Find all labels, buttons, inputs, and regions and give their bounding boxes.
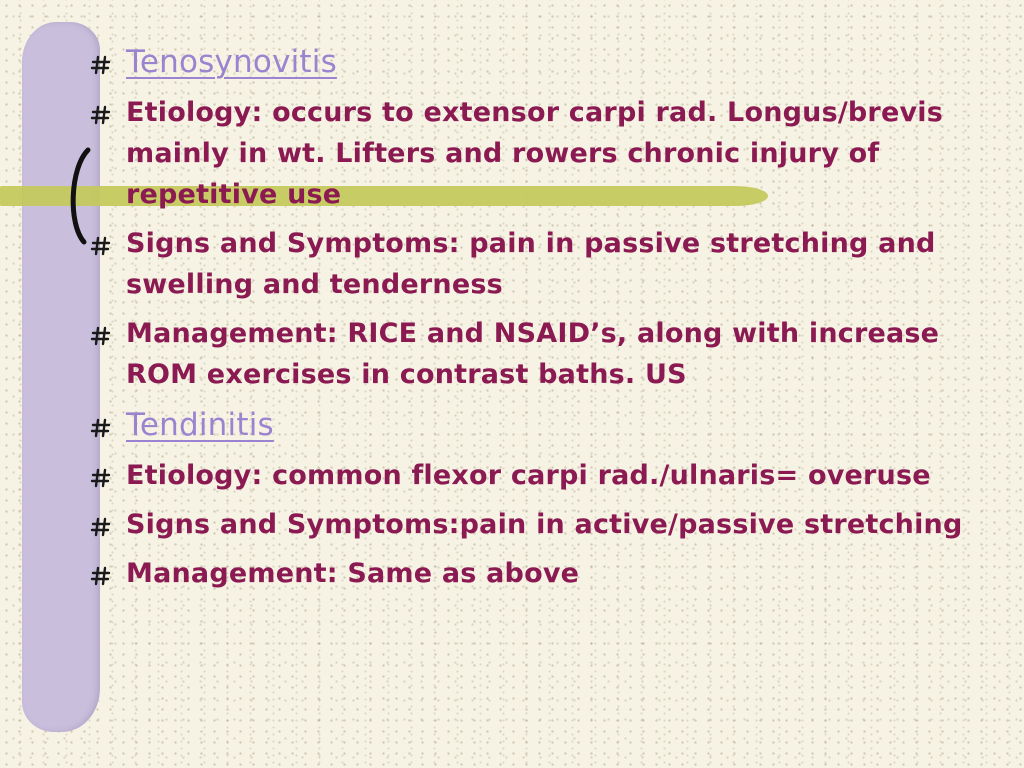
list-item [88, 92, 988, 215]
bullet-list [88, 40, 988, 602]
hash-bullet-icon [90, 104, 112, 126]
hash-bullet-icon [90, 516, 112, 538]
hash-bullet-icon [90, 467, 112, 489]
list-item [88, 313, 988, 395]
hash-bullet-icon [90, 417, 112, 439]
hash-bullet-icon [90, 54, 112, 76]
list-item-text: Management: Same as above [126, 558, 580, 589]
section-heading: Tendinitis [126, 407, 274, 443]
list-item-text: Management: RICE and NSAID’s, along with increase ROM exercises in contrast baths. US [126, 318, 940, 390]
list-item-text: Etiology: common flexor carpi rad./ulnaris= overuse [126, 460, 931, 491]
list-item-text: Etiology: occurs to extensor carpi rad. Longus/brevis mainly in wt. Lifters and rowers chronic injury of repetitive use [126, 97, 943, 210]
list-item-heading [88, 40, 988, 84]
list-item [88, 223, 988, 305]
hash-bullet-icon [90, 565, 112, 587]
list-item-heading [88, 403, 988, 447]
hash-bullet-icon [90, 235, 112, 257]
list-item-text: Signs and Symptoms: pain in passive stretching and swelling and tenderness [126, 228, 936, 300]
list-item-text: Signs and Symptoms:pain in active/passive stretching [126, 509, 963, 540]
section-heading: Tenosynovitis [126, 44, 337, 80]
list-item [88, 455, 988, 496]
hash-bullet-icon [90, 325, 112, 347]
list-item [88, 553, 988, 594]
list-item [88, 504, 988, 545]
